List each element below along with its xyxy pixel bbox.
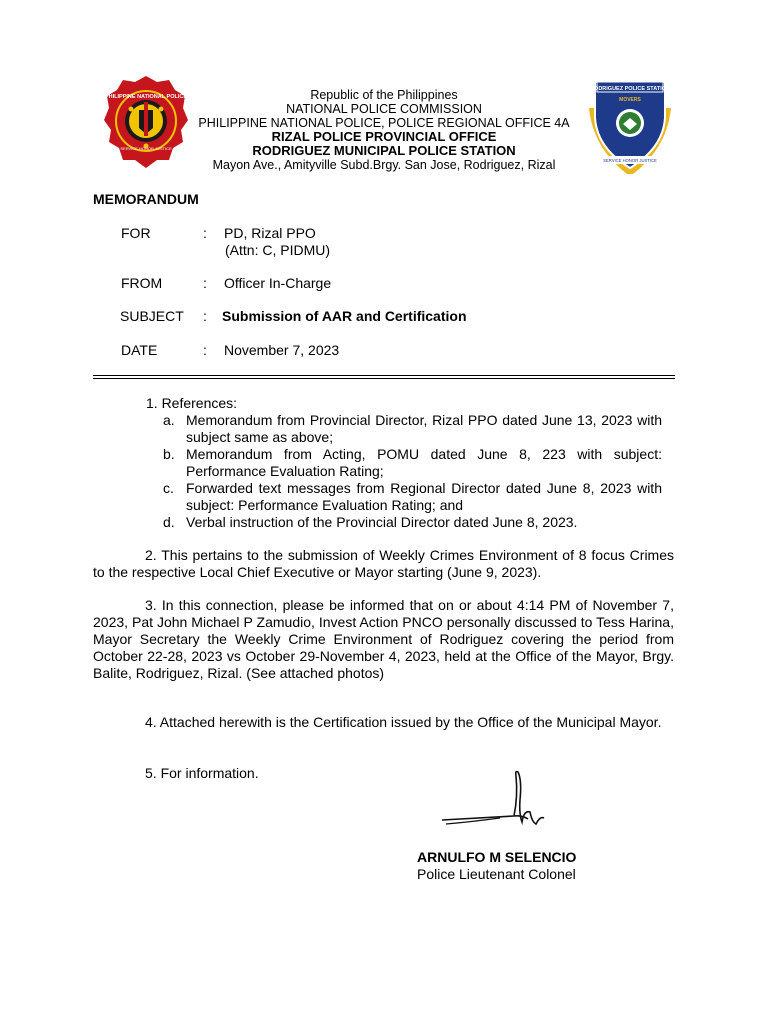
letterhead-line-4: RIZAL POLICE PROVINCIAL OFFICE <box>271 129 497 144</box>
svg-text:SERVICE HONOR JUSTICE: SERVICE HONOR JUSTICE <box>120 146 172 151</box>
svg-text:SERVICE HONOR JUSTICE: SERVICE HONOR JUSTICE <box>603 158 657 163</box>
letterhead <box>170 88 598 172</box>
paragraph-4: 4. Attached herewith is the Certification issued by the Office of the Municipal Mayor. <box>145 714 662 730</box>
paragraph-2: 2. This pertains to the submission of Weekly Crimes Environment of 8 focus Crimes to the respective Local Chief Executive or Mayor starting (June 9, 2023). <box>93 547 674 580</box>
reference-text: Memorandum from Acting, POMU dated June 8, 223 with subject: Performance Evaluation Rating; <box>186 446 662 479</box>
svg-text:PHILIPPINE NATIONAL POLICE: PHILIPPINE NATIONAL POLICE <box>105 94 187 100</box>
divider-bottom <box>93 378 675 379</box>
paragraph-3: 3. In this connection, please be informed that on or about 4:14 PM of November 7, 2023, Pat John Michael P Zamudio, Invest Action PNCO personally discussed to Tess Harina, Mayor Secretary the Weekly Crime Environment of Rodriguez covering the period from October 22-28, 2023 vs October 29-November 4, 2023, held at the Office of the Mayor, Brgy. Balite, Rodriguez, Rizal. (See attached photos) <box>93 597 674 681</box>
date-value: November 7, 2023 <box>224 342 340 358</box>
reference-letter: b. <box>163 446 175 462</box>
signatory-name: ARNULFO M SELENCIO <box>417 849 577 865</box>
reference-item-b <box>163 446 662 480</box>
reference-letter: c. <box>163 480 174 496</box>
reference-item-a <box>163 412 662 446</box>
reference-item-c <box>163 480 662 514</box>
signatory-rank: Police Lieutenant Colonel <box>417 866 576 882</box>
divider-top <box>93 375 675 376</box>
svg-text:MOVERS: MOVERS <box>619 97 641 103</box>
reference-letter: a. <box>163 412 175 428</box>
subject-value: Submission of AAR and Certification <box>222 308 467 324</box>
from-value: Officer In-Charge <box>224 275 332 291</box>
paragraph-5: 5. For information. <box>145 765 259 781</box>
references-heading: 1. References: <box>146 395 238 411</box>
for-value-line-1: PD, Rizal PPO <box>224 225 316 241</box>
date-label: DATE <box>121 342 158 358</box>
reference-letter: d. <box>163 514 175 530</box>
from-label: FROM <box>121 275 163 291</box>
subject-colon: : <box>203 308 207 324</box>
reference-text: Verbal instruction of the Provincial Director dated June 8, 2023. <box>186 514 578 530</box>
letterhead-line-3: PHILIPPINE NATIONAL POLICE, POLICE REGIONAL OFFICE 4A <box>198 116 570 130</box>
for-label: FOR <box>121 225 151 241</box>
reference-text: Forwarded text messages from Regional Director dated June 8, 2023 with subject: Performance Evaluation Rating; and <box>186 480 662 513</box>
memo-title: MEMORANDUM <box>93 191 199 207</box>
handwritten-signature <box>440 766 560 836</box>
from-colon: : <box>203 275 207 291</box>
subject-label: SUBJECT <box>120 308 184 324</box>
reference-text: Memorandum from Provincial Director, Rizal PPO dated June 13, 2023 with subject same as above; <box>186 412 662 445</box>
letterhead-line-1: Republic of the Philippines <box>310 88 458 102</box>
for-value-line-2: (Attn: C, PIDMU) <box>225 242 331 258</box>
letterhead-line-2: NATIONAL POLICE COMMISSION <box>286 102 482 116</box>
svg-text:RODRIGUEZ POLICE STATION: RODRIGUEZ POLICE STATION <box>590 86 670 92</box>
reference-item-d <box>163 514 662 531</box>
letterhead-line-5: RODRIGUEZ MUNICIPAL POLICE STATION <box>252 143 516 158</box>
for-colon: : <box>203 225 207 241</box>
letterhead-line-6: Mayon Ave., Amityville Subd.Brgy. San Jose, Rodriguez, Rizal <box>212 158 556 172</box>
for-value <box>224 225 330 259</box>
date-colon: : <box>203 342 207 358</box>
